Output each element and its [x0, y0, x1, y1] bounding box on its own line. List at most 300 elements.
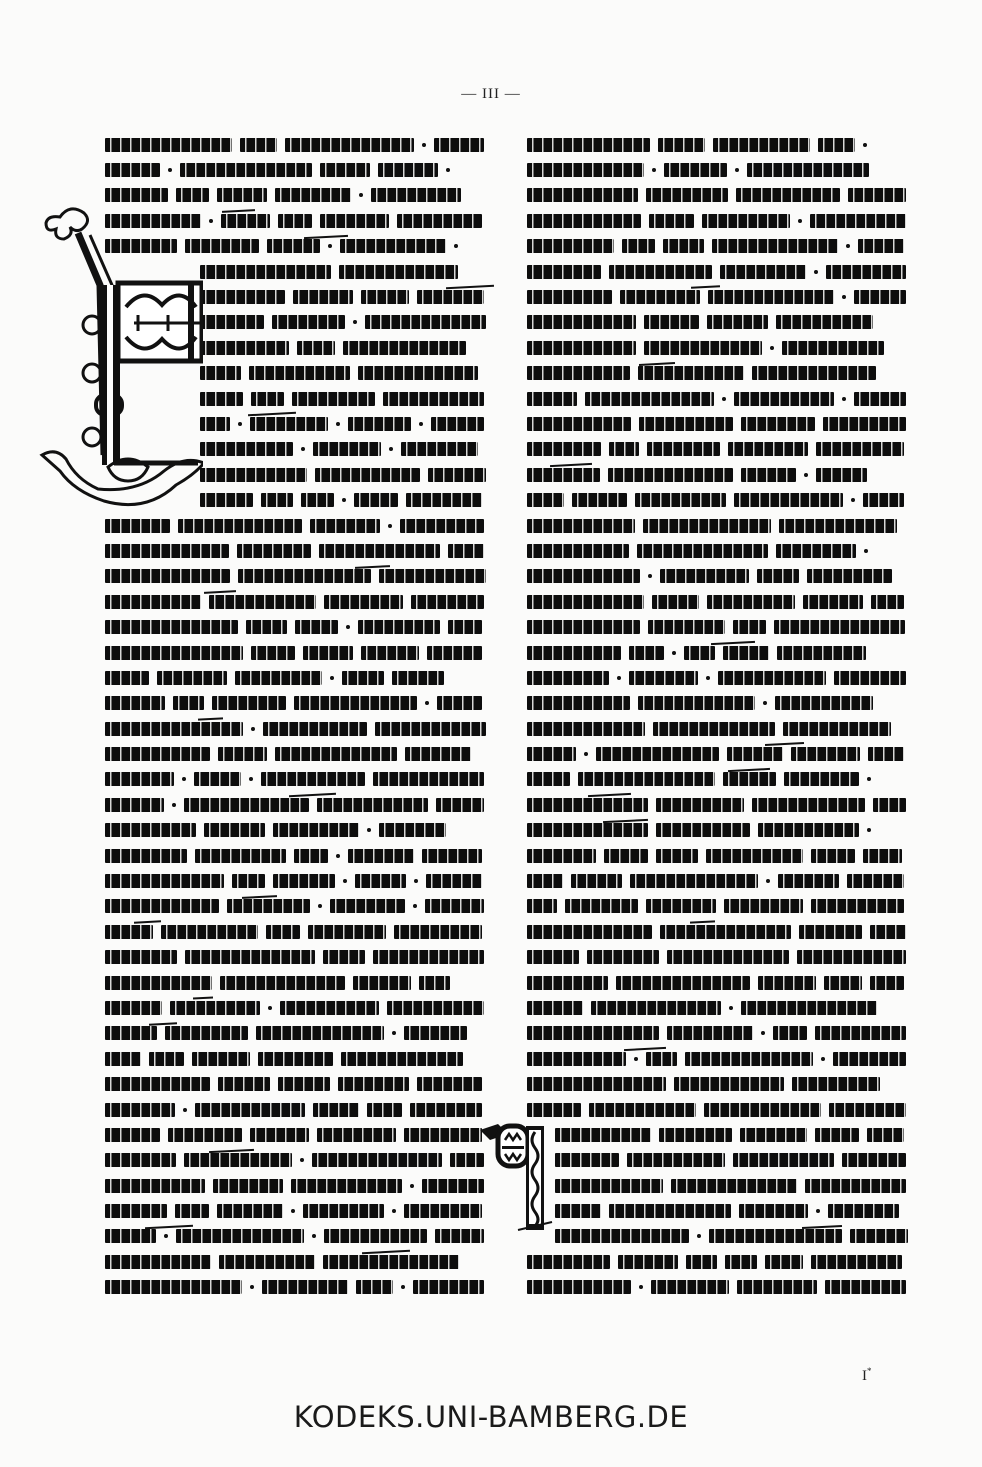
manuscript-line: [105, 614, 490, 639]
glyph-word: [237, 544, 311, 558]
glyph-word: [315, 468, 420, 482]
manuscript-line: [105, 157, 490, 182]
glyph-word: [811, 849, 855, 863]
glyph-word: [527, 950, 579, 964]
glyph-word: [727, 747, 783, 761]
glyph-word: [527, 696, 630, 710]
glyph-word: [105, 925, 153, 939]
glyph-word: [589, 1103, 696, 1117]
glyph-word: [828, 1204, 899, 1218]
punctuation-dot: [249, 777, 253, 781]
glyph-word: [343, 341, 466, 355]
glyph-word: [184, 1153, 292, 1167]
glyph-word: [227, 899, 310, 913]
glyph-word: [378, 163, 438, 177]
glyph-word: [105, 747, 210, 761]
punctuation-dot: [238, 422, 242, 426]
manuscript-line: [105, 538, 490, 563]
glyph-word: [527, 595, 644, 609]
glyph-word: [660, 569, 749, 583]
glyph-word: [646, 1052, 677, 1066]
manuscript-line: [527, 513, 912, 538]
manuscript-line: [527, 792, 912, 817]
glyph-word: [195, 1103, 305, 1117]
glyph-word: [375, 722, 486, 736]
glyph-word: [235, 671, 322, 685]
glyph-word: [747, 163, 869, 177]
glyph-word: [527, 671, 609, 685]
glyph-word: [165, 1026, 248, 1040]
glyph-word: [810, 214, 906, 228]
glyph-word: [184, 798, 309, 812]
punctuation-dot: [328, 244, 332, 248]
manuscript-line: [527, 361, 912, 386]
punctuation-dot: [425, 701, 429, 705]
glyph-word: [301, 493, 334, 507]
glyph-word: [858, 239, 904, 253]
punctuation-dot: [814, 270, 818, 274]
glyph-word: [200, 290, 285, 304]
glyph-word: [527, 1001, 583, 1015]
punctuation-dot: [401, 1285, 405, 1289]
glyph-word: [778, 874, 839, 888]
glyph-word: [194, 772, 241, 786]
glyph-word: [209, 595, 316, 609]
glyph-word: [105, 569, 230, 583]
glyph-word: [604, 849, 648, 863]
glyph-word: [596, 747, 719, 761]
glyph-word: [425, 899, 484, 913]
glyph-word: [105, 849, 187, 863]
glyph-word: [635, 493, 726, 507]
glyph-word: [379, 823, 446, 837]
glyph-word: [105, 620, 238, 634]
glyph-word: [741, 1001, 877, 1015]
glyph-word: [648, 620, 725, 634]
glyph-word: [400, 519, 484, 533]
glyph-word: [246, 620, 287, 634]
manuscript-line: [105, 665, 490, 690]
glyph-word: [527, 468, 600, 482]
glyph-word: [195, 849, 286, 863]
glyph-word: [168, 1128, 242, 1142]
glyph-word: [797, 950, 906, 964]
manuscript-line: [105, 513, 490, 538]
manuscript-line: [527, 564, 912, 589]
glyph-word: [397, 214, 482, 228]
manuscript-line: [527, 132, 912, 157]
glyph-word: [527, 1052, 626, 1066]
glyph-word: [297, 341, 335, 355]
glyph-word: [618, 1255, 678, 1269]
glyph-word: [358, 366, 478, 380]
glyph-word: [833, 1052, 906, 1066]
glyph-word: [249, 366, 350, 380]
manuscript-line: [105, 1046, 490, 1071]
glyph-word: [338, 1077, 409, 1091]
glyph-word: [251, 646, 295, 660]
glyph-word: [527, 1280, 631, 1294]
abbreviation-mark: [588, 793, 631, 797]
glyph-word: [629, 646, 664, 660]
punctuation-dot: [446, 168, 450, 172]
glyph-word: [419, 976, 450, 990]
manuscript-line: [527, 487, 912, 512]
glyph-word: [571, 874, 622, 888]
glyph-word: [200, 265, 331, 279]
glyph-word: [527, 823, 648, 837]
glyph-word: [250, 417, 328, 431]
glyph-word: [644, 315, 699, 329]
punctuation-dot: [172, 803, 176, 807]
glyph-word: [250, 1128, 309, 1142]
punctuation-dot: [414, 879, 418, 883]
glyph-word: [815, 1026, 906, 1040]
glyph-word: [709, 1229, 842, 1243]
manuscript-line: [105, 640, 490, 665]
glyph-word: [752, 366, 876, 380]
glyph-word: [323, 950, 365, 964]
punctuation-dot: [697, 1234, 701, 1238]
abbreviation-mark: [209, 1148, 254, 1152]
glyph-word: [256, 1026, 384, 1040]
glyph-word: [410, 1103, 482, 1117]
manuscript-line: [527, 894, 912, 919]
glyph-word: [651, 1280, 729, 1294]
glyph-word: [752, 798, 865, 812]
manuscript-line: [527, 310, 912, 335]
glyph-word: [630, 874, 758, 888]
glyph-word: [863, 493, 904, 507]
punctuation-dot: [454, 244, 458, 248]
glyph-word: [775, 696, 873, 710]
glyph-word: [718, 671, 826, 685]
manuscript-line: [527, 691, 912, 716]
glyph-word: [105, 823, 196, 837]
glyph-word: [323, 1255, 459, 1269]
manuscript-line: [527, 538, 912, 563]
abbreviation-mark: [446, 285, 494, 290]
punctuation-dot: [388, 524, 392, 528]
glyph-word: [757, 569, 799, 583]
glyph-word: [200, 366, 241, 380]
glyph-word: [324, 1229, 427, 1243]
glyph-word: [405, 747, 471, 761]
glyph-word: [218, 1077, 270, 1091]
punctuation-dot: [735, 168, 739, 172]
glyph-word: [161, 925, 258, 939]
punctuation-dot: [851, 498, 855, 502]
punctuation-dot: [410, 1184, 414, 1188]
glyph-word: [411, 595, 484, 609]
glyph-word: [734, 493, 843, 507]
glyph-word: [105, 646, 243, 660]
manuscript-line: [105, 589, 490, 614]
glyph-word: [267, 239, 320, 253]
glyph-word: [527, 417, 631, 431]
glyph-word: [105, 1026, 157, 1040]
manuscript-line: [527, 284, 912, 309]
glyph-word: [200, 442, 293, 456]
glyph-word: [371, 188, 461, 202]
glyph-word: [105, 772, 174, 786]
glyph-word: [527, 798, 648, 812]
glyph-word: [807, 569, 892, 583]
manuscript-line: [527, 919, 912, 944]
punctuation-dot: [706, 676, 710, 680]
glyph-word: [422, 1179, 484, 1193]
abbreviation-mark: [765, 742, 804, 746]
glyph-word: [240, 138, 277, 152]
glyph-word: [870, 976, 904, 990]
glyph-word: [358, 620, 440, 634]
glyph-word: [776, 315, 873, 329]
glyph-word: [779, 519, 897, 533]
glyph-word: [639, 417, 733, 431]
glyph-word: [105, 874, 224, 888]
glyph-word: [361, 290, 409, 304]
glyph-word: [811, 899, 904, 913]
manuscript-line: [105, 1021, 490, 1046]
glyph-word: [527, 569, 640, 583]
glyph-word: [273, 823, 359, 837]
signature-mark-star: *: [867, 1366, 872, 1376]
glyph-word: [667, 950, 789, 964]
manuscript-line: [105, 919, 490, 944]
punctuation-dot: [672, 651, 676, 655]
glyph-word: [356, 1280, 393, 1294]
glyph-word: [275, 747, 397, 761]
glyph-word: [725, 1255, 757, 1269]
glyph-word: [660, 925, 791, 939]
glyph-word: [427, 646, 482, 660]
punctuation-dot: [346, 625, 350, 629]
abbreviation-mark: [728, 768, 770, 772]
glyph-word: [734, 392, 834, 406]
glyph-word: [280, 1001, 379, 1015]
glyph-word: [220, 976, 345, 990]
glyph-word: [105, 671, 149, 685]
punctuation-dot: [821, 1057, 825, 1061]
abbreviation-mark: [711, 641, 755, 645]
glyph-word: [741, 468, 796, 482]
punctuation-dot: [864, 549, 868, 553]
glyph-word: [303, 646, 353, 660]
manuscript-line: [527, 1071, 912, 1096]
glyph-word: [644, 341, 762, 355]
glyph-word: [527, 874, 563, 888]
glyph-word: [627, 1153, 725, 1167]
punctuation-dot: [842, 397, 846, 401]
glyph-word: [527, 392, 577, 406]
manuscript-line: [105, 741, 490, 766]
manuscript-line: [527, 437, 912, 462]
manuscript-line: [527, 868, 912, 893]
manuscript-line: [527, 183, 912, 208]
punctuation-dot: [342, 498, 346, 502]
glyph-word: [406, 493, 482, 507]
punctuation-dot: [168, 168, 172, 172]
glyph-word: [238, 569, 371, 583]
glyph-word: [652, 595, 699, 609]
abbreviation-mark: [198, 717, 223, 720]
glyph-word: [868, 747, 904, 761]
manuscript-line: [527, 818, 912, 843]
glyph-word: [200, 341, 289, 355]
glyph-word: [572, 493, 627, 507]
punctuation-dot: [846, 244, 850, 248]
manuscript-line: [527, 1021, 912, 1046]
glyph-word: [723, 646, 769, 660]
punctuation-dot: [816, 1209, 820, 1213]
glyph-word: [555, 1204, 601, 1218]
glyph-word: [707, 315, 768, 329]
glyph-word: [105, 595, 201, 609]
glyph-word: [200, 392, 243, 406]
glyph-word: [200, 468, 307, 482]
punctuation-dot: [359, 193, 363, 197]
glyph-word: [105, 1128, 160, 1142]
glyph-word: [527, 1255, 610, 1269]
glyph-word: [739, 1204, 808, 1218]
manuscript-line: [527, 411, 912, 436]
glyph-word: [308, 925, 386, 939]
punctuation-dot: [648, 574, 652, 578]
glyph-word: [105, 1204, 167, 1218]
glyph-word: [783, 722, 891, 736]
manuscript-line: [105, 564, 490, 589]
glyph-word: [609, 442, 639, 456]
glyph-word: [733, 620, 766, 634]
punctuation-dot: [268, 1006, 272, 1010]
illuminated-initial-icon: [38, 205, 203, 510]
abbreviation-mark: [289, 793, 336, 797]
glyph-word: [348, 417, 411, 431]
glyph-word: [527, 138, 650, 152]
glyph-word: [702, 214, 790, 228]
glyph-word: [776, 544, 856, 558]
manuscript-line: [527, 1046, 912, 1071]
glyph-word: [826, 265, 906, 279]
glyph-word: [686, 1255, 717, 1269]
glyph-word: [354, 493, 398, 507]
glyph-word: [663, 239, 704, 253]
glyph-word: [434, 138, 484, 152]
punctuation-dot: [867, 777, 871, 781]
glyph-word: [527, 188, 638, 202]
manuscript-line: [105, 767, 490, 792]
glyph-word: [436, 798, 484, 812]
manuscript-line: [527, 1173, 912, 1198]
punctuation-dot: [353, 320, 357, 324]
punctuation-dot: [842, 295, 846, 299]
glyph-word: [422, 849, 482, 863]
glyph-word: [367, 1103, 402, 1117]
glyph-word: [527, 315, 636, 329]
glyph-word: [192, 1052, 250, 1066]
glyph-word: [200, 315, 264, 329]
glyph-word: [684, 646, 715, 660]
glyph-word: [105, 1280, 242, 1294]
glyph-word: [317, 798, 428, 812]
glyph-word: [777, 646, 866, 660]
glyph-word: [646, 899, 716, 913]
glyph-word: [608, 468, 733, 482]
glyph-word: [842, 1153, 906, 1167]
manuscript-line: [527, 1275, 912, 1300]
glyph-word: [805, 1179, 906, 1193]
abbreviation-mark: [204, 590, 236, 594]
punctuation-dot: [336, 854, 340, 858]
glyph-word: [629, 671, 698, 685]
glyph-word: [854, 392, 906, 406]
manuscript-line: [527, 1122, 912, 1147]
glyph-word: [275, 188, 351, 202]
glyph-word: [105, 1229, 156, 1243]
abbreviation-mark: [304, 234, 348, 238]
decorated-initial-icon: [478, 1112, 554, 1237]
glyph-word: [149, 1052, 184, 1066]
punctuation-dot: [634, 1057, 638, 1061]
punctuation-dot: [639, 1285, 643, 1289]
glyph-word: [278, 1077, 330, 1091]
glyph-word: [387, 1001, 484, 1015]
glyph-word: [278, 214, 312, 228]
glyph-word: [816, 442, 904, 456]
manuscript-line: [105, 1275, 490, 1300]
glyph-word: [105, 1179, 205, 1193]
manuscript-line: [527, 945, 912, 970]
page-number: — III —: [461, 86, 521, 102]
glyph-word: [105, 1255, 211, 1269]
punctuation-dot: [330, 676, 334, 680]
manuscript-line: [105, 1198, 490, 1223]
glyph-word: [217, 1204, 283, 1218]
glyph-word: [609, 1204, 731, 1218]
abbreviation-mark: [242, 895, 277, 899]
illuminated-initial: [38, 205, 203, 510]
punctuation-dot: [336, 422, 340, 426]
glyph-word: [348, 849, 414, 863]
glyph-word: [811, 1255, 902, 1269]
abbreviation-mark: [690, 920, 715, 923]
glyph-word: [105, 1077, 210, 1091]
manuscript-line: [527, 640, 912, 665]
glyph-word: [527, 899, 557, 913]
manuscript-line: [527, 462, 912, 487]
glyph-word: [706, 849, 803, 863]
glyph-word: [157, 671, 227, 685]
glyph-word: [263, 722, 367, 736]
glyph-word: [685, 1052, 813, 1066]
manuscript-line: [527, 970, 912, 995]
manuscript-line: [527, 1198, 912, 1223]
manuscript-line: [105, 995, 490, 1020]
punctuation-dot: [343, 879, 347, 883]
glyph-word: [527, 620, 640, 634]
glyph-word: [658, 138, 705, 152]
glyph-word: [262, 1280, 348, 1294]
glyph-word: [873, 798, 906, 812]
glyph-word: [643, 519, 771, 533]
glyph-word: [527, 976, 608, 990]
glyph-word: [638, 696, 755, 710]
glyph-word: [527, 290, 612, 304]
glyph-word: [646, 188, 728, 202]
abbreviation-mark: [222, 209, 255, 213]
glyph-word: [527, 722, 645, 736]
glyph-word: [847, 874, 904, 888]
